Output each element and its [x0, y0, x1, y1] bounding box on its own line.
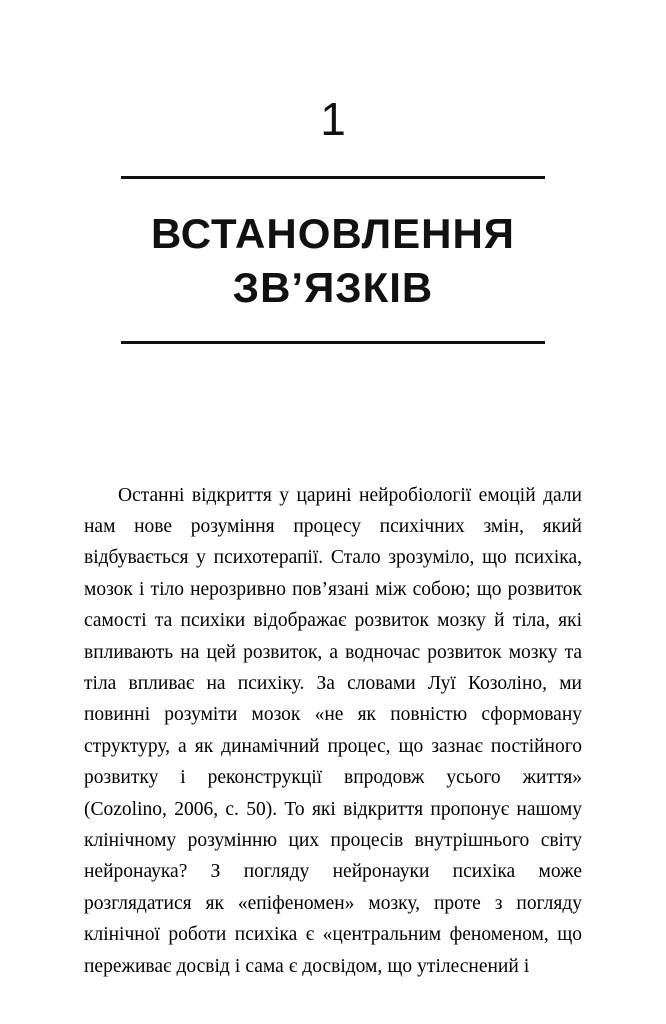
chapter-title: ВСТАНОВЛЕННЯ ЗВ’ЯЗКІВ: [151, 210, 515, 311]
body-text: [84, 480, 582, 983]
rule-bottom: [121, 341, 545, 344]
chapter-number: 1: [320, 93, 346, 145]
chapter-header: [84, 0, 582, 344]
paragraph: Останні відкриття у царині нейробіології емоцій дали нам нове розуміння процесу психічних змін, який відбувається у психотерапії. Стало зрозуміло, що психіка, мозок і тіло нерозривно пов’язані між собою; що розвиток самості та психіки відображає розвиток мозку й тіла, які впливають на цей розвиток, а водночас розвиток мозку та тіла впливає на психіку. За словами Луї Козоліно, ми повинні розуміти мозок «не як повністю сформовану структуру, а як динамічний процес, що зазнає постійного розвитку і реконструкції впродовж усього життя» (Cozolino, 2006, с. 50). То які відкриття пропонує нашому клінічному розумінню цих процесів внутрішнього світу нейронаука? З погляду нейронауки психіка може розглядатися як «епіфеномен» мозку, проте з погляду клінічної роботи психіка є «центральним феноменом, що переживає досвід і сама є досвідом, що утілеснений і: [84, 484, 582, 977]
